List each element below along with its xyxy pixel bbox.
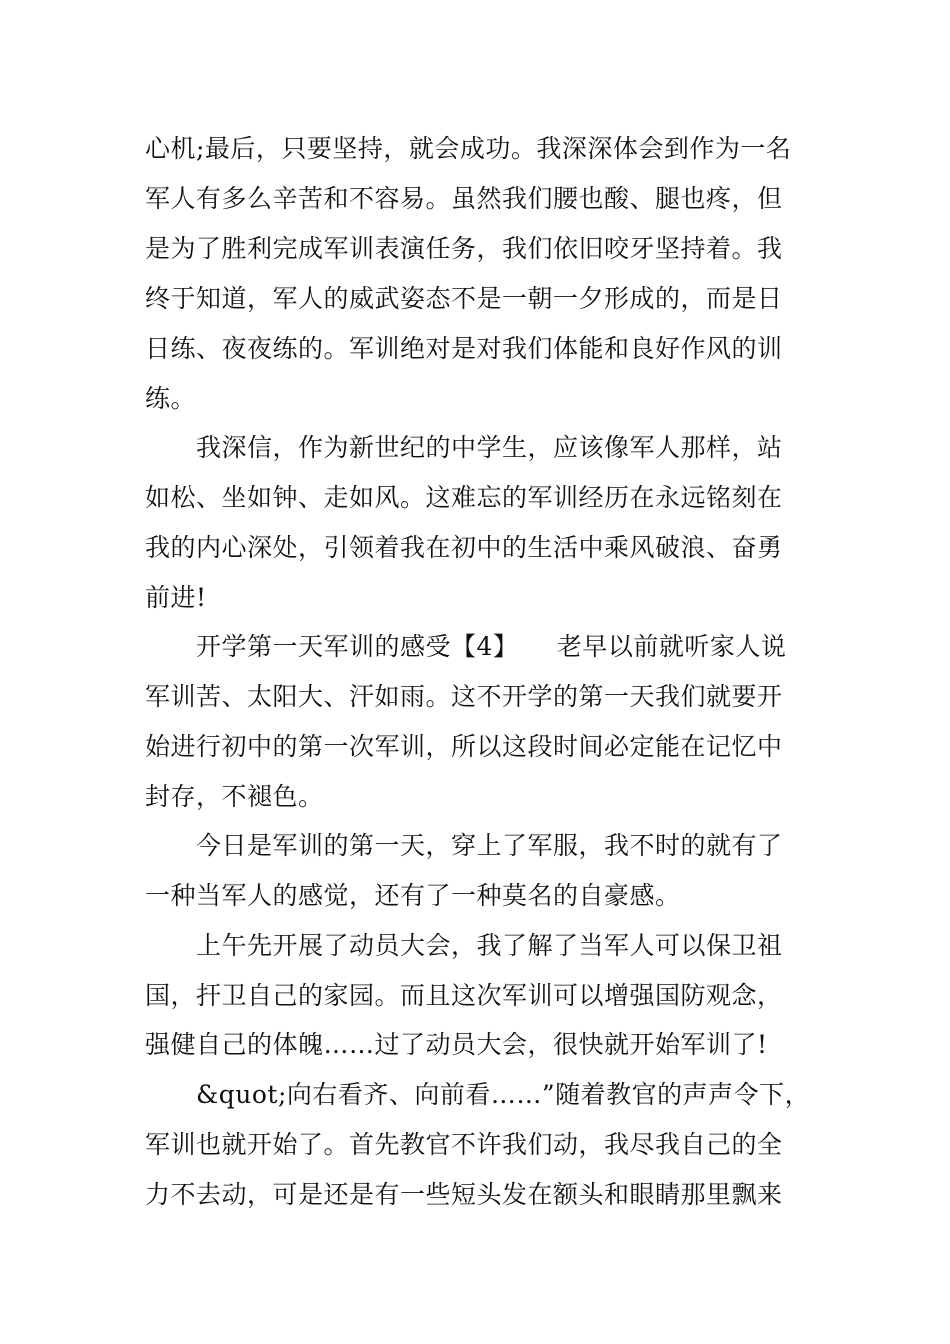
text-line: 今日是军训的第一天，穿上了军服，我不时的就有了	[145, 831, 783, 860]
text-line: 开学第一天军训的感受【4】 老早以前就听家人说	[145, 632, 787, 661]
text-line: 强健自己的体魄……过了动员大会，很快就开始军训了!	[145, 1030, 768, 1059]
text-line: 练。	[145, 384, 197, 413]
text-line: 上午先开展了动员大会，我了解了当军人可以保卫祖	[145, 931, 783, 960]
text-line: 日练、夜夜练的。军训绝对是对我们体能和良好作风的训	[145, 334, 783, 363]
text-line: 军训也就开始了。首先教官不许我们动，我尽我自己的全	[145, 1130, 783, 1159]
text-line: 始进行初中的第一次军训，所以这段时间必定能在记忆中	[145, 732, 783, 761]
text-line: 心机;最后，只要坚持，就会成功。我深深体会到作为一名	[145, 134, 792, 163]
text-line: 是为了胜利完成军训表演任务，我们依旧咬牙坚持着。我	[145, 234, 783, 263]
text-line: 前进!	[145, 583, 207, 612]
text-line: 如松、坐如钟、走如风。这难忘的军训经历在永远铭刻在	[145, 483, 783, 512]
text-line: 我的内心深处，引领着我在初中的生活中乘风破浪、奋勇	[145, 533, 783, 562]
text-line: 终于知道，军人的威武姿态不是一朝一夕形成的，而是日	[145, 284, 783, 313]
text-line: &quot;向右看齐、向前看……”随着教官的声声令下，	[145, 1080, 811, 1109]
text-line: 一种当军人的感觉，还有了一种莫名的自豪感。	[145, 881, 681, 910]
text-line: 国，扞卫自己的家园。而且这次军训可以增强国防观念，	[145, 981, 783, 1010]
text-line: 我深信，作为新世纪的中学生，应该像军人那样，站	[145, 433, 783, 462]
text-line: 力不去动，可是还是有一些短头发在额头和眼睛那里飘来	[145, 1180, 783, 1209]
text-line: 封存，不褪色。	[145, 782, 324, 811]
text-line: 军训苦、太阳大、汗如雨。这不开学的第一天我们就要开	[145, 682, 783, 711]
text-line: 军人有多么辛苦和不容易。虽然我们腰也酸、腿也疼，但	[145, 184, 783, 213]
